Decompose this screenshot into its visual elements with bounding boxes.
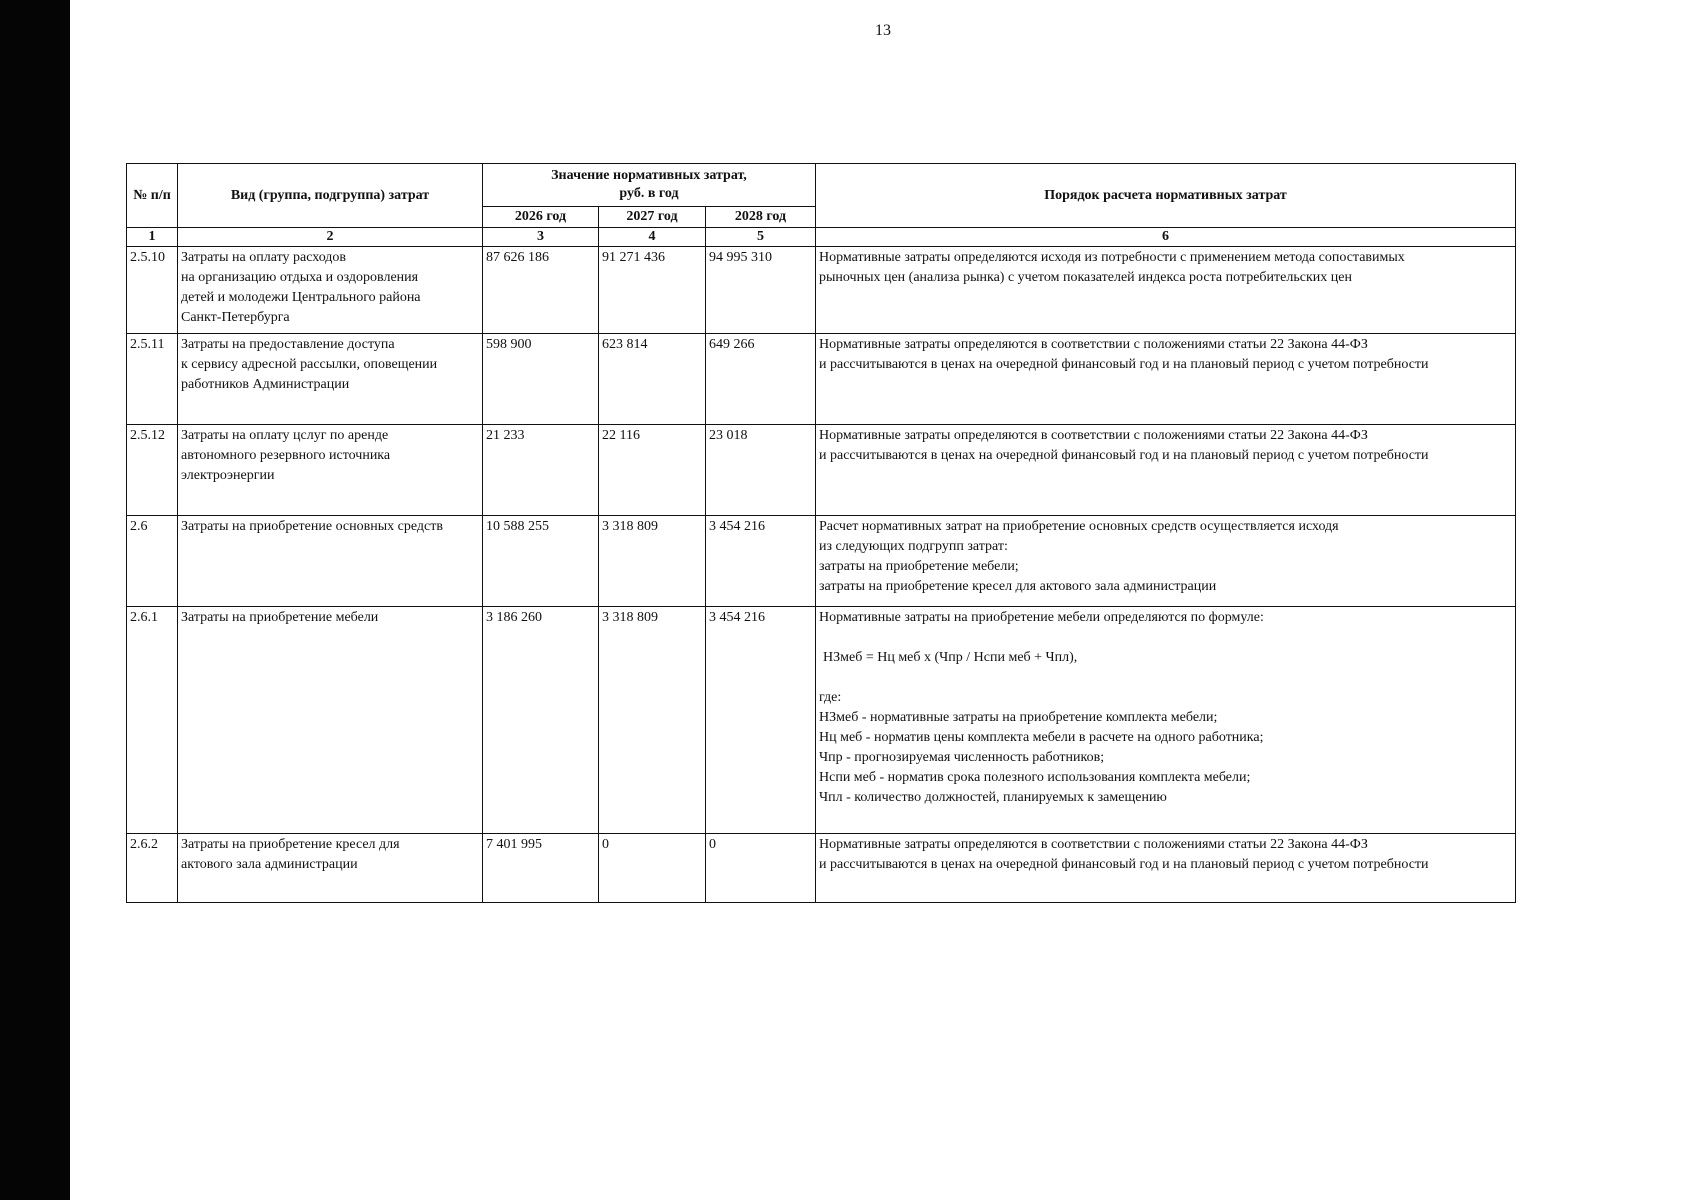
row-cost-type: Затраты на приобретение кресел для актового зала администрации: [178, 834, 483, 903]
row-value-2026: 7 401 995: [483, 834, 599, 903]
row-num: 2.5.12: [127, 425, 178, 516]
row-value-2027: 3 318 809: [599, 607, 706, 834]
row-method: Расчет нормативных затрат на приобретение основных средств осуществляется исходя из следующих подгрупп затрат: затраты на приобретение мебели; затраты на приобретение кресел для актового зала администрации: [816, 516, 1516, 607]
table-row: [127, 425, 1516, 516]
row-cost-type: Затраты на оплату расходов на организацию отдыха и оздоровления детей и молодежи Центрального района Санкт-Петербурга: [178, 247, 483, 334]
row-num: 2.6: [127, 516, 178, 607]
row-cost-type: Затраты на приобретение основных средств: [178, 516, 483, 607]
table-row: [127, 247, 1516, 334]
table-row: [127, 834, 1516, 903]
page-number: 13: [875, 22, 891, 39]
row-value-2027: 623 814: [599, 334, 706, 425]
row-num: 2.5.11: [127, 334, 178, 425]
row-value-2026: 3 186 260: [483, 607, 599, 834]
row-num: 2.6.2: [127, 834, 178, 903]
row-method: Нормативные затраты определяются исходя из потребности с применением метода сопоставимых рыночных цен (анализа рынка) с учетом показателей индекса роста потребительских цен: [816, 247, 1516, 334]
table-row: [127, 516, 1516, 607]
method-definitions: где: НЗмеб - нормативные затраты на приобретение комплекта мебели; Нц меб - норматив цены комплекта мебели в расчете на одного работника; Чпр - прогнозируемая численность работников; Нспи меб - норматив срока полезного использования комплекта мебели; Чпл - количество должностей, планируемых к замещению: [819, 690, 1264, 805]
row-value-2028: 3 454 216: [706, 516, 816, 607]
header-cost-type: Вид (группа, подгруппа) затрат: [178, 164, 483, 228]
row-value-2028: 3 454 216: [706, 607, 816, 834]
header-value-group: Значение нормативных затрат, руб. в год: [483, 164, 816, 207]
furniture-formula: НЗмеб = Нц меб х (Чпр / Нспи меб + Чпл),: [823, 650, 1078, 665]
row-value-2027: 3 318 809: [599, 516, 706, 607]
row-num: 2.6.1: [127, 607, 178, 834]
table-row: [127, 334, 1516, 425]
row-value-2028: 23 018: [706, 425, 816, 516]
row-num: 2.5.10: [127, 247, 178, 334]
row-value-2026: 87 626 186: [483, 247, 599, 334]
header-row: [127, 164, 1516, 207]
row-value-2027: 91 271 436: [599, 247, 706, 334]
column-number: 4: [599, 228, 706, 247]
header-year-2026: 2026 год: [483, 207, 599, 228]
row-value-2026: 21 233: [483, 425, 599, 516]
scan-dark-edge: [0, 0, 70, 1200]
row-value-2028: 649 266: [706, 334, 816, 425]
row-method: [816, 607, 1516, 834]
row-cost-type: Затраты на приобретение мебели: [178, 607, 483, 834]
method-intro: Нормативные затраты на приобретение мебели определяются по формуле:: [819, 610, 1264, 625]
row-value-2027: 22 116: [599, 425, 706, 516]
column-number: 3: [483, 228, 599, 247]
header-year-2028: 2028 год: [706, 207, 816, 228]
row-value-2028: 0: [706, 834, 816, 903]
row-method: Нормативные затраты определяются в соответствии с положениями статьи 22 Закона 44-ФЗ и рассчитываются в ценах на очередной финансовый год и на плановый период с учетом потребности: [816, 425, 1516, 516]
row-cost-type: Затраты на оплату цслуг по аренде автономного резервного источника электроэнергии: [178, 425, 483, 516]
column-number: 5: [706, 228, 816, 247]
header-year-2027: 2027 год: [599, 207, 706, 228]
row-value-2027: 0: [599, 834, 706, 903]
row-method: Нормативные затраты определяются в соответствии с положениями статьи 22 Закона 44-ФЗ и рассчитываются в ценах на очередной финансовый год и на плановый период с учетом потребности: [816, 834, 1516, 903]
table-row: [127, 607, 1516, 834]
row-value-2026: 598 900: [483, 334, 599, 425]
header-num: № п/п: [127, 164, 178, 228]
row-value-2026: 10 588 255: [483, 516, 599, 607]
column-number-row: [127, 228, 1516, 247]
row-value-2028: 94 995 310: [706, 247, 816, 334]
row-cost-type: Затраты на предоставление доступа к сервису адресной рассылки, оповещении работников Администрации: [178, 334, 483, 425]
column-number: 2: [178, 228, 483, 247]
column-number: 1: [127, 228, 178, 247]
header-method: Порядок расчета нормативных затрат: [816, 164, 1516, 228]
normative-costs-table: [126, 163, 1516, 903]
row-method: Нормативные затраты определяются в соответствии с положениями статьи 22 Закона 44-ФЗ и рассчитываются в ценах на очередной финансовый год и на плановый период с учетом потребности: [816, 334, 1516, 425]
column-number: 6: [816, 228, 1516, 247]
